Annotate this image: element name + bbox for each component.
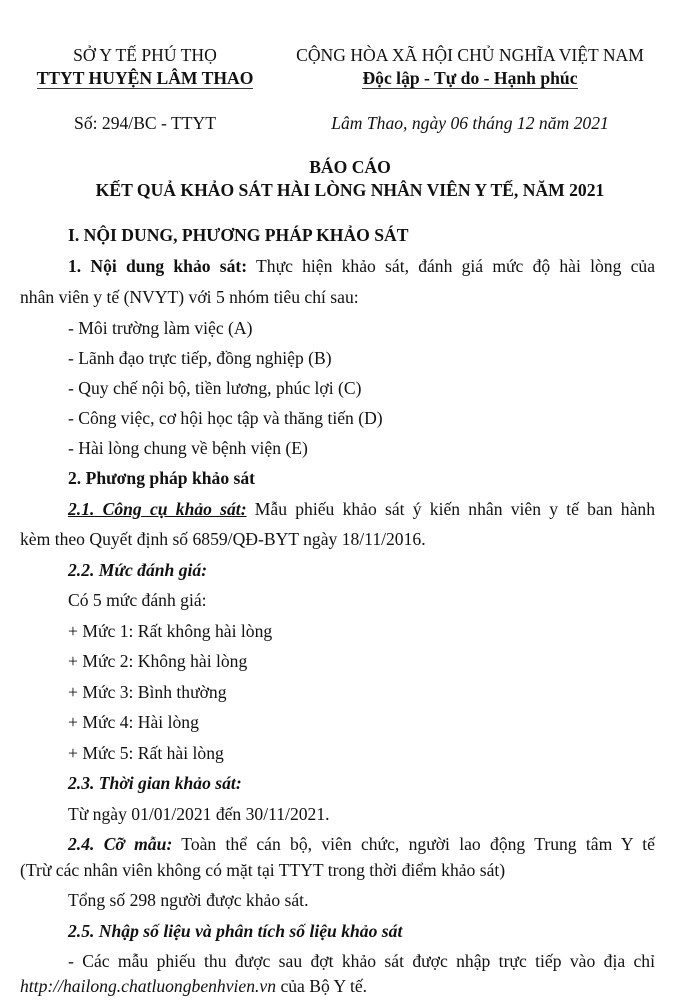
report-title: BÁO CÁO bbox=[309, 157, 391, 177]
report-subtitle: KẾT QUẢ KHẢO SÁT HÀI LÒNG NHÂN VIÊN Y TẾ, NĂM 2021 bbox=[95, 180, 605, 200]
sample-paragraph-line2: (Trừ các nhân viên không có mặt tại TTYT trong thời điểm khảo sát) bbox=[20, 860, 506, 880]
level-item: + Mức 5: Rất hài lòng bbox=[68, 743, 224, 763]
national-motto bbox=[268, 68, 672, 89]
level-item: + Mức 4: Hài lòng bbox=[68, 712, 199, 732]
criteria-item: - Lãnh đạo trực tiếp, đồng nghiệp (B) bbox=[68, 348, 332, 368]
levels-label: 2.2. Mức đánh giá: bbox=[68, 560, 208, 580]
entry-paragraph-line2 bbox=[20, 976, 367, 997]
content-paragraph-line1 bbox=[68, 256, 655, 277]
method-heading: 2. Phương pháp khảo sát bbox=[68, 468, 256, 488]
sample-total: Tổng số 298 người được khảo sát. bbox=[68, 890, 309, 910]
criteria-item: - Môi trường làm việc (A) bbox=[68, 318, 253, 338]
agency-name bbox=[20, 68, 270, 89]
nation-name: CỘNG HÒA XÃ HỘI CHỦ NGHĨA VIỆT NAM bbox=[296, 45, 644, 65]
time-label: 2.3. Thời gian khảo sát: bbox=[68, 773, 242, 793]
time-text: Từ ngày 01/01/2021 đến 30/11/2021. bbox=[68, 804, 330, 824]
place-date: Lâm Thao, ngày 06 tháng 12 năm 2021 bbox=[331, 113, 609, 133]
content-paragraph-line2: nhân viên y tế (NVYT) với 5 nhóm tiêu chí sau: bbox=[20, 287, 359, 307]
tool-label: 2.1. Công cụ khảo sát: bbox=[68, 499, 247, 519]
ministry-name: SỞ Y TẾ PHÚ THỌ bbox=[73, 45, 217, 65]
criteria-item: - Hài lòng chung về bệnh viện (E) bbox=[68, 438, 308, 458]
national-motto-text: Độc lập - Tự do - Hạnh phúc bbox=[362, 68, 578, 88]
content-label: 1. Nội dung khảo sát: bbox=[68, 256, 248, 276]
agency-name-text: TTYT HUYỆN LÂM THAO bbox=[36, 68, 254, 88]
entry-label: 2.5. Nhập số liệu và phân tích số liệu khảo sát bbox=[68, 921, 403, 941]
survey-url: http://hailong.chatluongbenhvien.vn bbox=[20, 976, 277, 996]
entry-paragraph-line1: - Các mẫu phiếu thu được sau đợt khảo sát được nhập trực tiếp vào địa chỉ bbox=[68, 951, 655, 971]
levels-intro: Có 5 mức đánh giá: bbox=[68, 590, 207, 610]
entry-tail: của Bộ Y tế. bbox=[276, 976, 368, 996]
sample-label: 2.4. Cỡ mẫu: bbox=[68, 834, 173, 854]
section-heading: I. NỘI DUNG, PHƯƠNG PHÁP KHẢO SÁT bbox=[68, 225, 409, 245]
tool-paragraph-line2: kèm theo Quyết định số 6859/QĐ-BYT ngày 18/11/2016. bbox=[20, 529, 426, 549]
tool-paragraph-line1 bbox=[68, 499, 655, 520]
tool-text: Mẫu phiếu khảo sát ý kiến nhân viên y tế ban hành bbox=[246, 499, 655, 519]
level-item: + Mức 1: Rất không hài lòng bbox=[68, 621, 273, 641]
criteria-item: - Công việc, cơ hội học tập và thăng tiến (D) bbox=[68, 408, 383, 428]
content-text: Thực hiện khảo sát, đánh giá mức độ hài lòng của bbox=[247, 256, 655, 276]
sample-paragraph-line1 bbox=[68, 834, 655, 855]
sample-text: Toàn thể cán bộ, viên chức, người lao động Trung tâm Y tế bbox=[172, 834, 655, 854]
criteria-item: - Quy chế nội bộ, tiền lương, phúc lợi (C) bbox=[68, 378, 362, 398]
level-item: + Mức 2: Không hài lòng bbox=[68, 651, 248, 671]
level-item: + Mức 3: Bình thường bbox=[68, 682, 227, 702]
document-number: Số: 294/BC - TTYT bbox=[74, 113, 216, 133]
